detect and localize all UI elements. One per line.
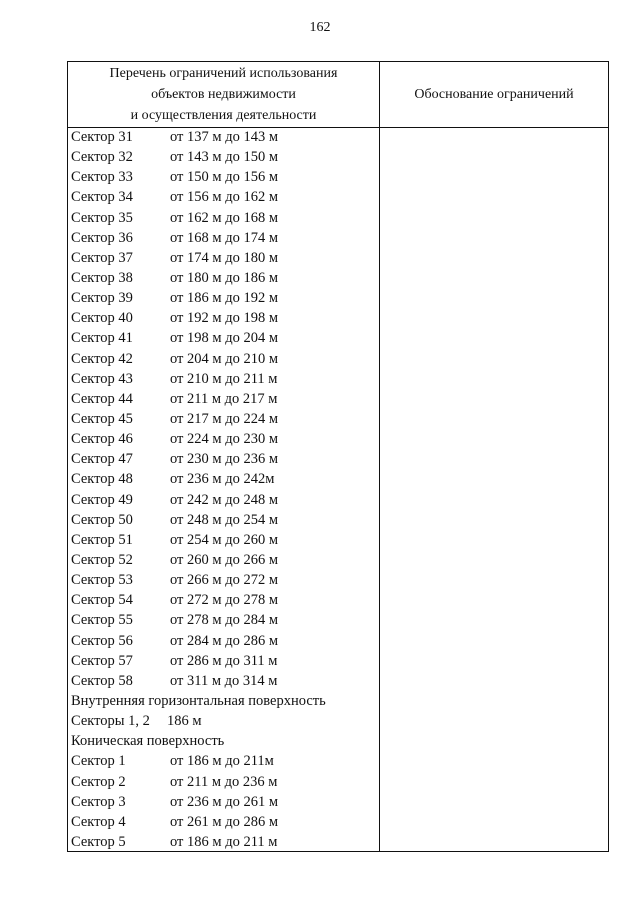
table-row: [68, 671, 379, 691]
row-height-range: от 242 м до 248 м: [170, 491, 278, 508]
table-body: [68, 127, 379, 852]
row-height-range: от 137 м до 143 м: [170, 129, 278, 145]
row-sector-name: Сектор 5: [71, 833, 126, 850]
table-header: [68, 62, 608, 128]
row-sector-name: Сектор 46: [71, 431, 133, 448]
row-sector-name: Сектор 54: [71, 592, 133, 609]
row-height-range: от 278 м до 284 м: [170, 612, 278, 629]
table-row: [68, 631, 379, 651]
table-row: [68, 208, 379, 228]
row-sector-name: Сектор 55: [71, 612, 133, 629]
row-height-range: от 143 м до 150 м: [170, 149, 278, 166]
row-sector-name: Сектор 44: [71, 390, 133, 407]
row-height-range: от 236 м до 261 м: [170, 793, 278, 810]
row-height-range: от 248 м до 254 м: [170, 511, 278, 528]
row-sector-name: Сектор 39: [71, 290, 133, 307]
row-sector-name: Коническая поверхность: [71, 733, 225, 750]
table-row: [68, 389, 379, 409]
row-height-range: от 198 м до 204 м: [170, 330, 278, 347]
row-sector-name: Сектор 47: [71, 451, 133, 468]
row-sector-name: Внутренняя горизонтальная поверхность: [71, 692, 326, 709]
table-row: [68, 328, 379, 348]
row-sector-name: Сектор 57: [71, 652, 133, 669]
row-height-range: от 186 м до 211м: [170, 753, 274, 770]
table-row: [68, 369, 379, 389]
row-sector-name: Сектор 31: [71, 129, 133, 145]
row-sector-name: Сектор 58: [71, 672, 133, 689]
row-sector-name: Сектор 49: [71, 491, 133, 508]
row-sector-name: Сектор 35: [71, 209, 133, 226]
row-sector-name: Сектор 37: [71, 249, 133, 266]
row-height-range: от 211 м до 217 м: [170, 390, 278, 407]
header-restrictions-list: [68, 62, 379, 127]
row-height-range: от 254 м до 260 м: [170, 531, 278, 548]
row-sector-name: Сектор 53: [71, 572, 133, 589]
table-row: [68, 349, 379, 369]
row-height-range: от 260 м до 266 м: [170, 551, 278, 568]
row-sector-name: Сектор 38: [71, 269, 133, 286]
row-height-range: от 311 м до 314 м: [170, 672, 278, 689]
table-row: [68, 530, 379, 550]
page-number: 162: [309, 20, 331, 35]
row-height-range: от 210 м до 211 м: [170, 370, 278, 387]
row-height-range: от 266 м до 272 м: [170, 572, 278, 589]
header-left-line: Перечень ограничений использования: [109, 66, 338, 81]
row-sector-name: Сектор 1: [71, 753, 126, 770]
table-row: [68, 429, 379, 449]
table-row: [68, 832, 379, 852]
table-row: [68, 570, 379, 590]
row-sector-name: Сектор 51: [71, 531, 133, 548]
table-row: [68, 731, 379, 751]
row-height-range: от 224 м до 230 м: [170, 431, 278, 448]
row-height-range: 186 м: [167, 713, 202, 730]
row-height-range: от 284 м до 286 м: [170, 632, 278, 649]
column-divider: [379, 62, 380, 851]
row-sector-name: Сектор 32: [71, 149, 133, 166]
table-row: [68, 590, 379, 610]
table-row: [68, 308, 379, 328]
table-row: [68, 812, 379, 832]
row-sector-name: Сектор 41: [71, 330, 133, 347]
row-height-range: от 168 м до 174 м: [170, 229, 278, 246]
row-sector-name: Сектор 52: [71, 551, 133, 568]
restrictions-table: [67, 61, 609, 852]
row-sector-name: Сектор 56: [71, 632, 133, 649]
row-height-range: от 174 м до 180 м: [170, 249, 278, 266]
row-height-range: от 150 м до 156 м: [170, 169, 278, 186]
row-height-range: от 217 м до 224 м: [170, 410, 278, 427]
table-row: [68, 550, 379, 570]
table-row: [68, 610, 379, 630]
table-row: [68, 187, 379, 207]
row-height-range: от 286 м до 311 м: [170, 652, 278, 669]
table-row: [68, 288, 379, 308]
row-height-range: от 162 м до 168 м: [170, 209, 278, 226]
header-left-line: объектов недвижимости: [151, 87, 296, 102]
table-row: [68, 691, 379, 711]
row-height-range: от 211 м до 236 м: [170, 773, 278, 790]
header-justification: Обоснование ограничений: [414, 86, 574, 102]
table-row: [68, 772, 379, 792]
table-row: [68, 490, 379, 510]
row-height-range: от 204 м до 210 м: [170, 350, 278, 367]
table-row: [68, 711, 379, 731]
table-row: [68, 228, 379, 248]
table-row: [68, 268, 379, 288]
row-sector-name: Сектор 48: [71, 471, 133, 488]
row-height-range: от 186 м до 211 м: [170, 833, 278, 850]
table-row: [68, 248, 379, 268]
row-sector-name: Сектор 2: [71, 773, 126, 790]
row-sector-name: Сектор 36: [71, 229, 133, 246]
table-row: [68, 469, 379, 489]
table-row: [68, 510, 379, 530]
table-row: [68, 147, 379, 167]
row-sector-name: Секторы 1, 2: [71, 713, 150, 730]
row-height-range: от 272 м до 278 м: [170, 592, 278, 609]
row-height-range: от 236 м до 242м: [170, 471, 275, 488]
table-row: [68, 127, 379, 147]
row-sector-name: Сектор 33: [71, 169, 133, 186]
table-row: [68, 751, 379, 771]
row-sector-name: Сектор 40: [71, 310, 133, 327]
row-height-range: от 180 м до 186 м: [170, 269, 278, 286]
row-sector-name: Сектор 4: [71, 813, 126, 830]
row-height-range: от 230 м до 236 м: [170, 451, 278, 468]
row-height-range: от 186 м до 192 м: [170, 290, 278, 307]
row-height-range: от 156 м до 162 м: [170, 189, 278, 206]
row-sector-name: Сектор 34: [71, 189, 133, 206]
table-row: [68, 449, 379, 469]
row-sector-name: Сектор 50: [71, 511, 133, 528]
table-row: [68, 651, 379, 671]
row-sector-name: Сектор 43: [71, 370, 133, 387]
row-height-range: от 192 м до 198 м: [170, 310, 278, 327]
header-left-line: и осуществления деятельности: [130, 108, 317, 123]
row-sector-name: Сектор 45: [71, 410, 133, 427]
row-sector-name: Сектор 42: [71, 350, 133, 367]
table-row: [68, 409, 379, 429]
row-height-range: от 261 м до 286 м: [170, 813, 278, 830]
row-sector-name: Сектор 3: [71, 793, 126, 810]
table-row: [68, 792, 379, 812]
table-row: [68, 167, 379, 187]
